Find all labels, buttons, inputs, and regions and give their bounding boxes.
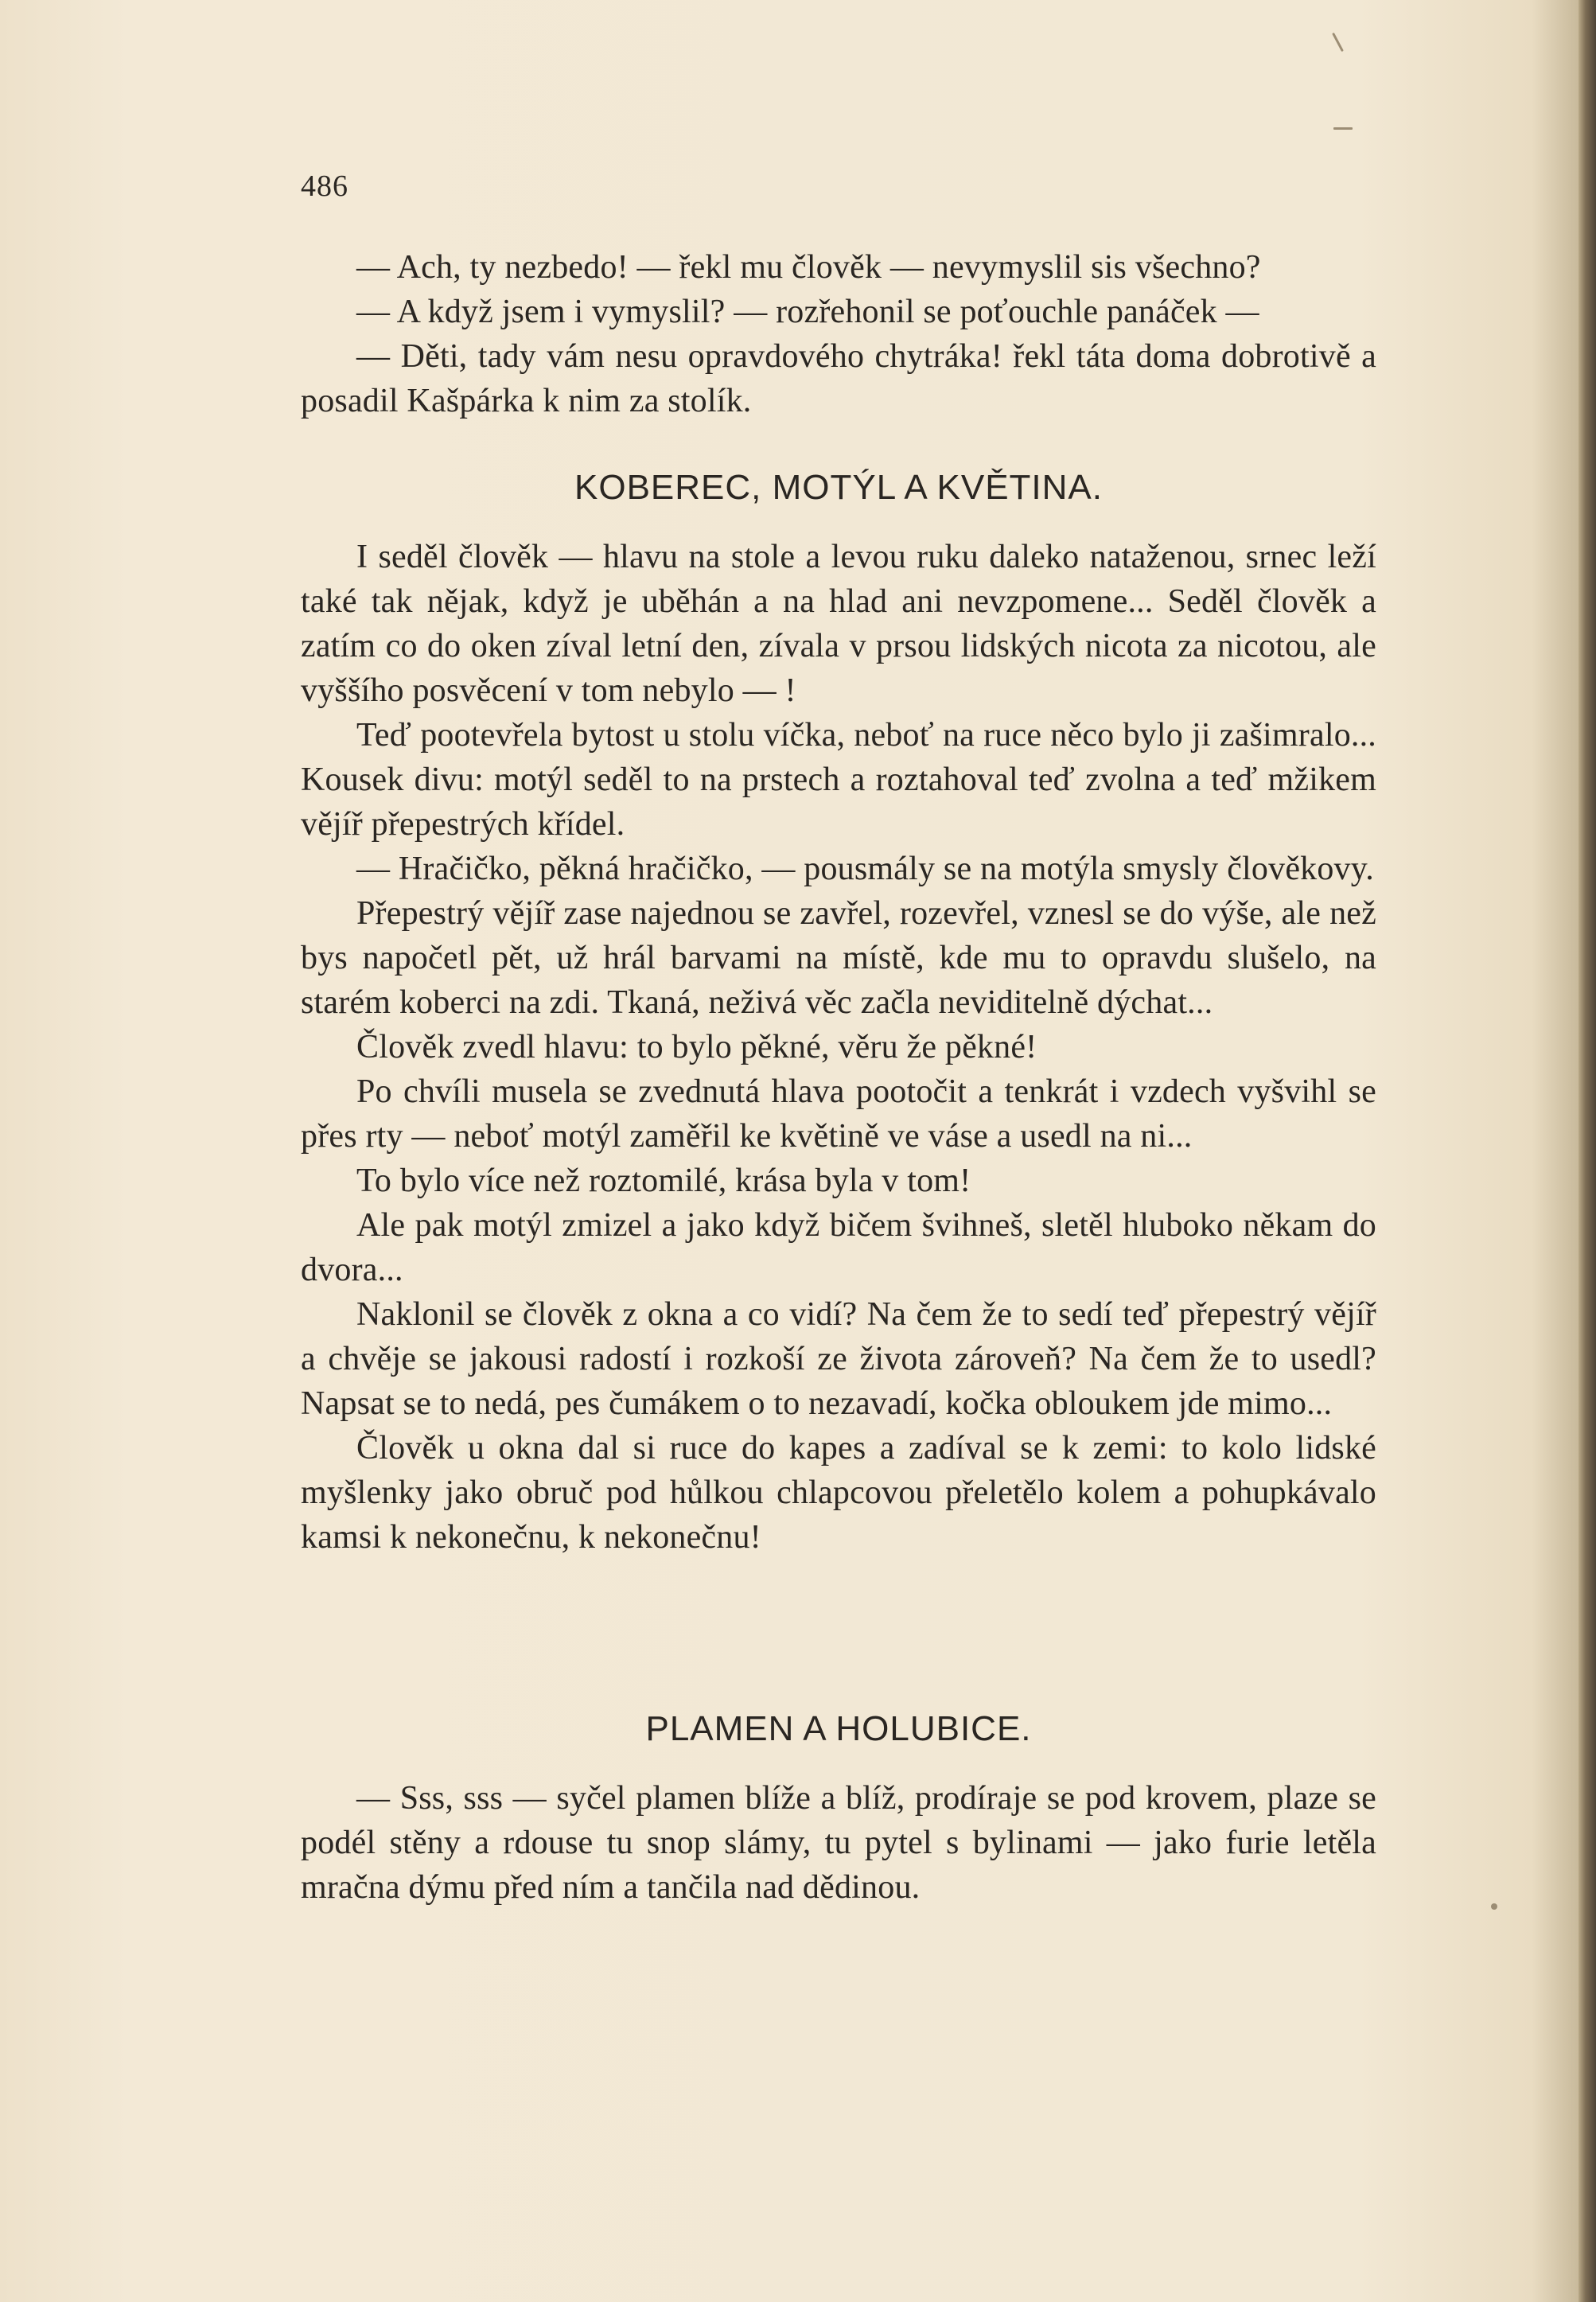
section-heading: KOBEREC, MOTÝL A KVĚTINA. (574, 468, 1103, 507)
page-speck (1491, 1903, 1497, 1910)
section-heading: PLAMEN A HOLUBICE. (645, 1709, 1032, 1748)
paragraph: — Děti, tady vám nesu opravdového chytráka! řekl táta doma dobrotivě a posadil Kašpárka k nim za stolík. (301, 338, 1376, 419)
paragraph: — Hračičko, pěkná hračičko, — pousmály se na motýla smysly člověkovy. (356, 851, 1374, 887)
paragraph: — A když jsem i vymyslil? — rozřehonil se poťouchle panáček — (356, 294, 1259, 330)
paragraph: Člověk u okna dal si ruce do kapes a zadíval se k zemi: to kolo lidské myšlenky jako obruč pod hůlkou chlapcovou přeletělo kolem a pohupkávalo kamsi k nekonečnu, k nekonečnu! (301, 1430, 1376, 1556)
paragraph: I seděl člověk — hlavu na stole a levou ruku daleko nataženou, srnec leží také tak nějak, když je uběhán a na hlad ani nevzpomene... Seděl člověk a zatím co do oken zíval letní den, zívala v prsou lidských nicota za nicotou, ale vyššího posvěcení v tom nebylo — ! (301, 539, 1376, 709)
paragraph: Přepestrý vějíř zase najednou se zavřel, rozevřel, vznesl se do výše, ale než bys napočetl pět, už hrál barvami na místě, kde mu to opravdu slušelo, na starém koberci na zdi. Tkaná, neživá věc začla neviditelně dýchat... (301, 895, 1376, 1021)
page-speck (1333, 127, 1353, 130)
paragraph: Ale pak motýl zmizel a jako když bičem švihneš, sletěl hluboko někam do dvora... (301, 1207, 1376, 1288)
page-speck (1332, 33, 1344, 52)
section-2-text (301, 1776, 1376, 1910)
paragraph: Teď pootevřela bytost u stolu víčka, neboť na ruce něco bylo ji zašimralo... Kousek divu: motýl seděl to na prstech a roztahoval teď zvolna a teď mžikem vějíř přepestrých křídel. (301, 717, 1376, 843)
paragraph: — Sss, sss — syčel plamen blíže a blíž, prodíraje se pod krovem, plaze se podél stěny a rdouse tu snop slámy, tu pytel s bylinami — jako furie letěla mračna dýmu před ním a tančila nad dědinou. (301, 1780, 1376, 1906)
page-gutter-shadow (1531, 0, 1578, 2302)
paragraph: — Ach, ty nezbedo! — řekl mu člověk — nevymyslil sis všechno? (356, 249, 1261, 286)
page-edge (1578, 0, 1596, 2302)
paragraph: Člověk zvedl hlavu: to bylo pěkné, věru že pěkné! (356, 1029, 1037, 1065)
paragraph: Po chvíli musela se zvednutá hlava pootočit a tenkrát i vzdech vyšvihl se přes rty — neboť motýl zaměřil ke květině ve váse a usedl na ni... (301, 1073, 1376, 1155)
section-1-text (301, 535, 1376, 1560)
page-number: 486 (301, 169, 348, 203)
paragraph: Naklonil se člověk z okna a co vidí? Na čem že to sedí teď přepestrý vějíř a chvěje se jakousi radostí i rozkoší ze života zároveň? Na čem že to usedl? Napsat se to nedá, pes čumákem o to nezavadí, kočka obloukem jde mimo... (301, 1296, 1376, 1422)
paragraph: To bylo více než roztomilé, krása byla v tom! (356, 1163, 971, 1199)
intro-text (301, 245, 1376, 423)
